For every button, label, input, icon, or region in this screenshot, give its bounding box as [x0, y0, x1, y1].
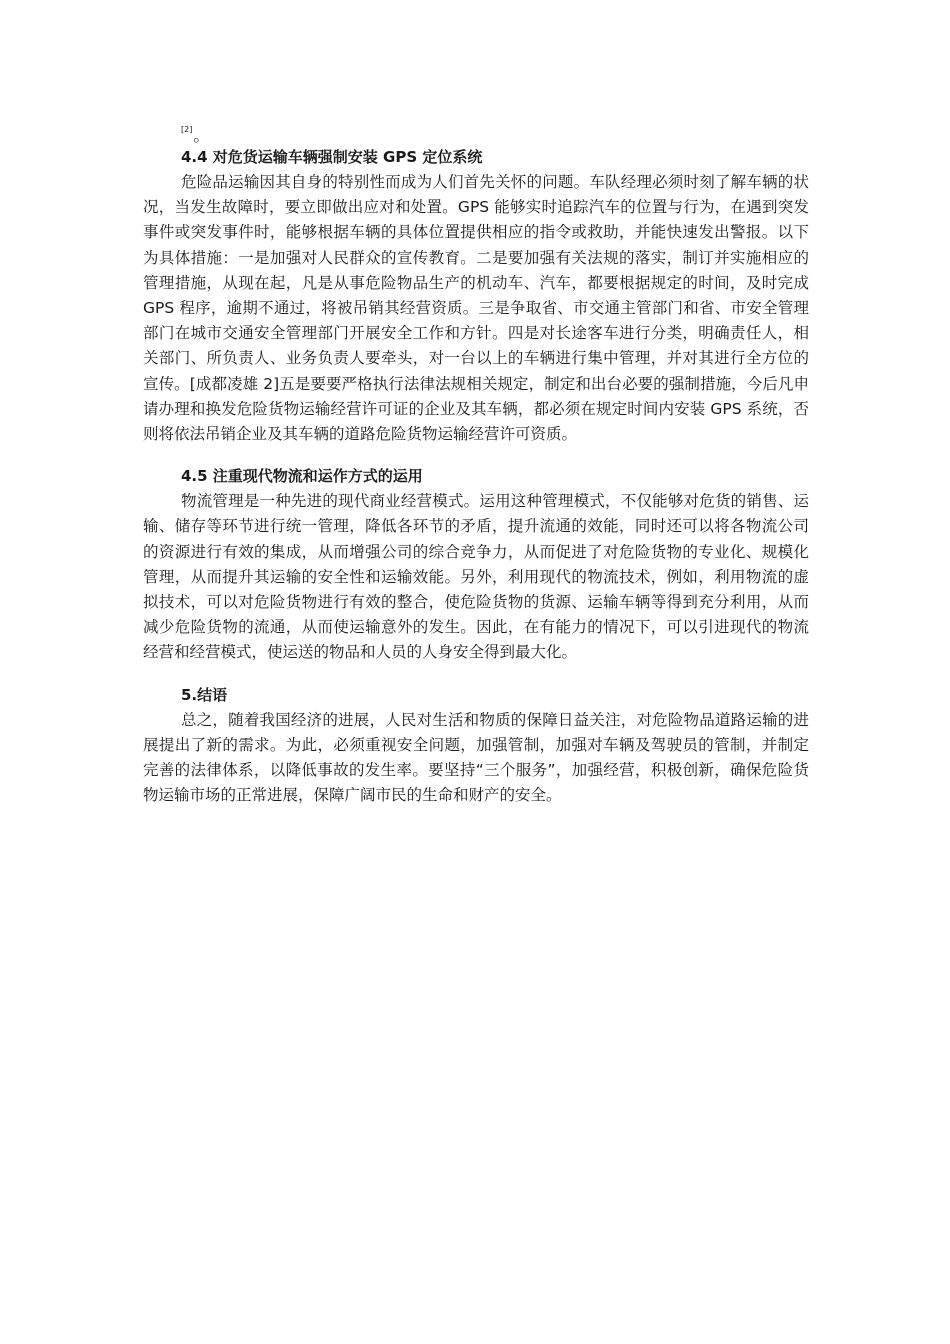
section-heading: 4.5 注重现代物流和运作方式的运用	[181, 467, 423, 486]
section-gap	[143, 666, 809, 682]
section-paragraph: 危险品运输因其自身的特别性而成为人们首先关怀的问题。车队经理必须时刻了解车辆的状况，当发生故障时，要立即做出应对和处置。GPS 能够实时追踪汽车的位置与行为，在遇到突发事件或突发事件时，能够根据车辆的具体位置提供相应的指令或救助，并能快速发出警报。以下为具体措施：一是加强对人民群众的宣传教育。二是要加强有关法规的落实，制订并实施相应的管理措施，从现在起，凡是从事危险物品生产的机动车、汽车，都要根据规定的时间，及时完成 GPS 程序，逾期不通过，将被吊销其经营资质。三是争取省、市交通主管部门和省、市安全管理部门在城市交通安全管理部门开展安全工作和方针。四是对长途客车进行分类，明确责任人，相关部门、所负责人、业务负责人要牵头，对一台以上的车辆进行集中管理，并对其进行全方位的宣传。[成都凌雄 2]五是要要严格执行法律法规相关规定，制定和出台必要的强制措施，今后凡申请办理和换发危险货物运输经营许可证的企业及其车辆，都必须在规定时间内安装 GPS 系统，否则将依法吊销企业及其车辆的道路危险货物运输经营许可资质。	[143, 173, 809, 444]
section-paragraph: 总之，随着我国经济的进展，人民对生活和物质的保障日益关注，对危险物品道路运输的进展提出了新的需求。为此，必须重视安全问题，加强管制，加强对车辆及驾驶员的管制，并制定完善的法律体系，以降低事故的发生率。要坚持“三个服务”，加强经营，积极创新，确保危险货物运输市场的正常进展，保障广阔市民的生命和财产的安全。	[143, 710, 809, 805]
section-gap	[143, 447, 809, 463]
fragment-punctuation: 。	[193, 126, 210, 145]
section-paragraph: 物流管理是一种先进的现代商业经营模式。运用这种管理模式，不仅能够对危货的销售、运输、储存等环节进行统一管理，降低各环节的矛盾，提升流通的效能，同时还可以将各物流公司的资源进行有效的集成，从而增强公司的综合竞争力，从而促进了对危险货物的专业化、规模化管理，从而提升其运输的安全性和运输效能。另外，利用现代的物流技术，例如，利用物流的虚拟技术，可以对危险货物进行有效的整合，使危险货物的货源、运输车辆等得到充分利用，从而减少危险货物的流通，从而使运输意外的发生。因此，在有能力的情况下，可以引进现代的物流经营和经营模式，使运送的物品和人员的人身安全得到最大化。	[143, 492, 809, 662]
citation-marker: [2]	[181, 125, 193, 134]
continued-text-fragment	[143, 118, 809, 144]
section-4-5	[143, 463, 809, 665]
section-4-4	[143, 144, 809, 447]
section-heading: 4.4 对危货运输车辆强制安装 GPS 定位系统	[181, 148, 483, 166]
section-5-conclusion	[143, 682, 809, 809]
section-heading: 5.结语	[181, 685, 228, 704]
document-page	[143, 118, 809, 808]
